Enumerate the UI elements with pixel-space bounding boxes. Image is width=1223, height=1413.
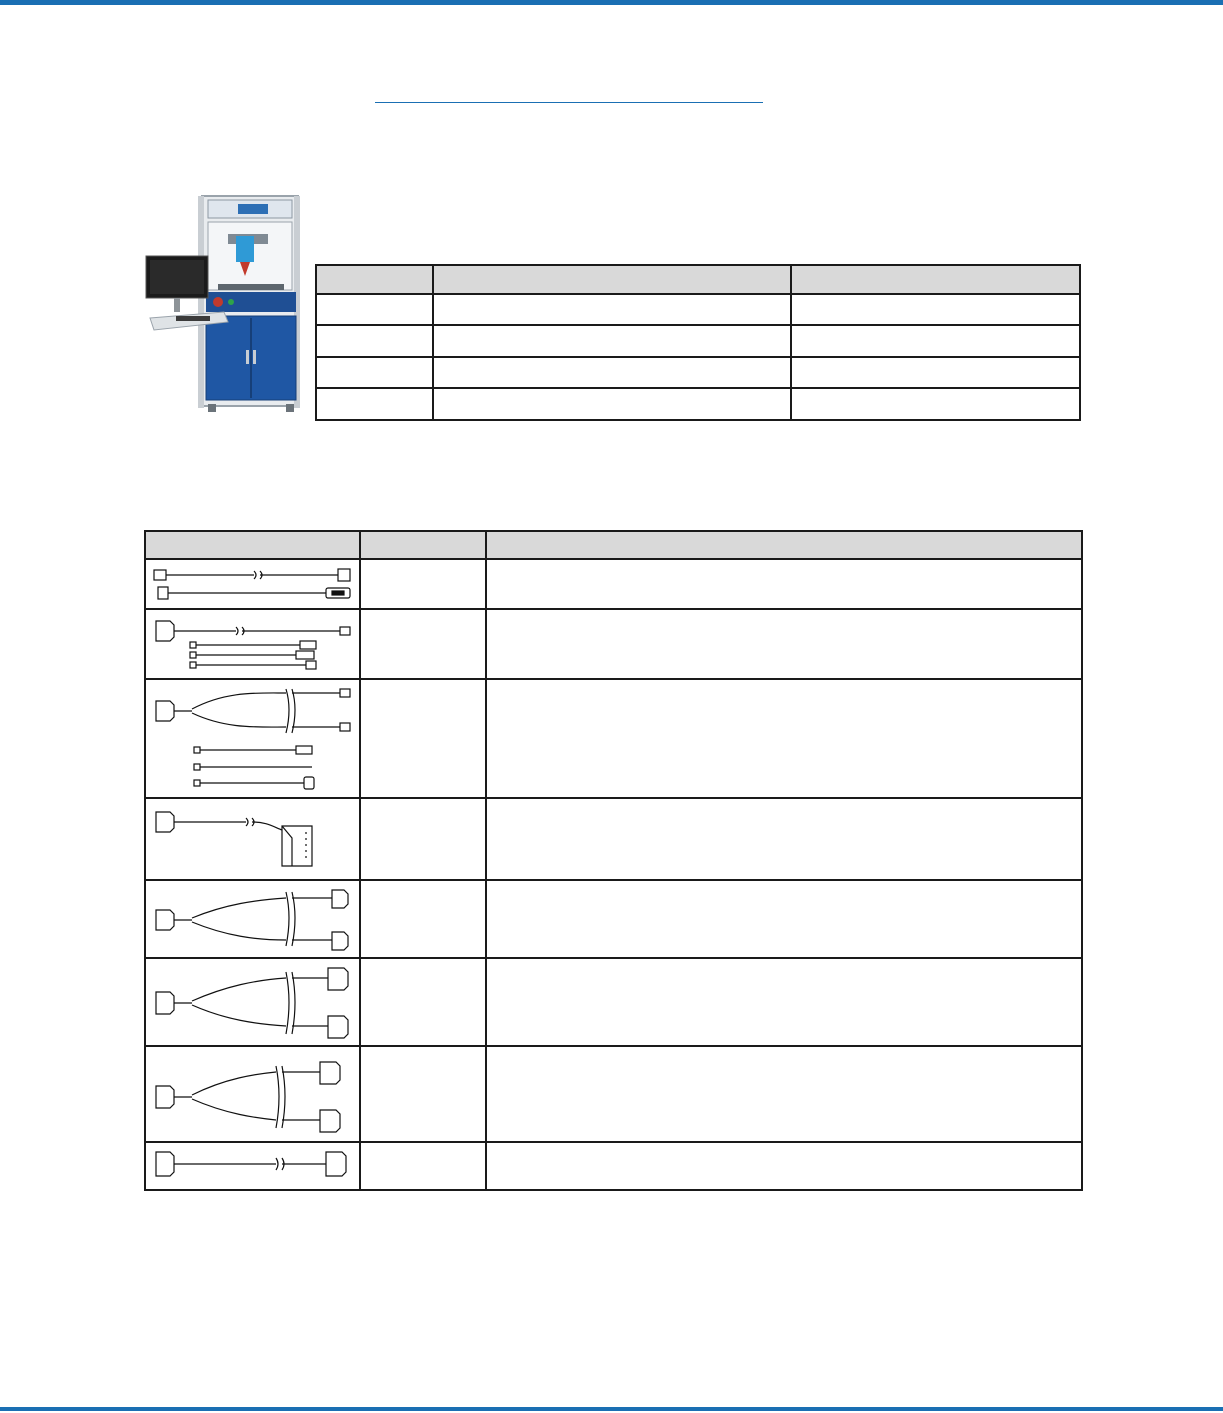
cable-description bbox=[486, 609, 1082, 679]
cable-table-header bbox=[145, 531, 360, 559]
system-table-header bbox=[433, 265, 791, 294]
table-cell bbox=[316, 294, 433, 325]
table-row bbox=[145, 1046, 1082, 1142]
bottom-rule bbox=[0, 1407, 1223, 1411]
y-split-cable-with-leads-icon bbox=[146, 681, 358, 796]
cable-table-header bbox=[486, 531, 1082, 559]
part-number bbox=[360, 679, 486, 798]
part-number bbox=[360, 958, 486, 1046]
cable-description bbox=[486, 1046, 1082, 1142]
table-cell bbox=[791, 325, 1080, 357]
system-table-header bbox=[791, 265, 1080, 294]
part-number bbox=[360, 559, 486, 609]
table-cell bbox=[791, 388, 1080, 420]
db-to-terminal-block-cable-icon bbox=[146, 800, 358, 878]
top-rule bbox=[0, 0, 1223, 5]
table-cell bbox=[433, 357, 791, 388]
part-number bbox=[360, 609, 486, 679]
system-table bbox=[315, 264, 1081, 421]
table-cell bbox=[316, 357, 433, 388]
system-table-header bbox=[316, 265, 433, 294]
table-row bbox=[145, 880, 1082, 958]
table-row bbox=[316, 388, 1080, 420]
table-row bbox=[145, 679, 1082, 798]
cable-description bbox=[486, 679, 1082, 798]
cable-description bbox=[486, 559, 1082, 609]
part-number bbox=[360, 798, 486, 880]
cable-table-header bbox=[360, 531, 486, 559]
cable-description bbox=[486, 1142, 1082, 1190]
table-row bbox=[145, 958, 1082, 1046]
table-cell bbox=[433, 294, 791, 325]
db-extension-cable-icon bbox=[146, 1144, 358, 1188]
link-underline[interactable] bbox=[375, 102, 763, 103]
part-number bbox=[360, 880, 486, 958]
table-row bbox=[316, 357, 1080, 388]
cable-table bbox=[144, 530, 1083, 1191]
table-cell bbox=[791, 294, 1080, 325]
cable-description bbox=[486, 798, 1082, 880]
table-cell bbox=[433, 388, 791, 420]
y-split-db-cable-icon bbox=[146, 882, 358, 956]
table-row bbox=[145, 609, 1082, 679]
y-split-db-cable-long-icon bbox=[146, 1048, 358, 1140]
cable-description bbox=[486, 958, 1082, 1046]
table-row bbox=[316, 294, 1080, 325]
table-cell bbox=[316, 325, 433, 357]
table-row bbox=[145, 1142, 1082, 1190]
db-splitter-four-lead-cable-icon bbox=[146, 611, 358, 677]
cable-description bbox=[486, 880, 1082, 958]
table-row bbox=[145, 559, 1082, 609]
part-number bbox=[360, 1046, 486, 1142]
table-row bbox=[316, 325, 1080, 357]
automated-dispensing-workstation-image bbox=[136, 192, 308, 422]
table-row bbox=[145, 798, 1082, 880]
table-cell bbox=[316, 388, 433, 420]
table-cell bbox=[433, 325, 791, 357]
part-number bbox=[360, 1142, 486, 1190]
table-cell bbox=[791, 357, 1080, 388]
y-split-db-cable-large-icon bbox=[146, 960, 358, 1044]
cable-pair-icon bbox=[146, 561, 358, 607]
